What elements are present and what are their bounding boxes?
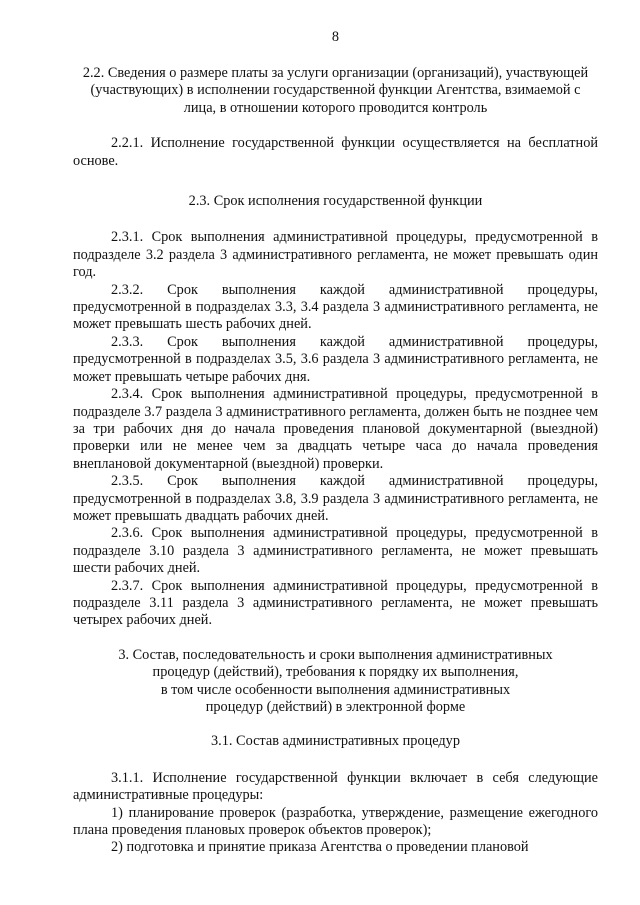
paragraph-2-3-2: 2.3.2. Срок выполнения каждой административной процедуры, предусмотренной в подразделах 3.3, 3.4 раздела 3 административного регламента, не может превышать шесть рабочих дней. bbox=[73, 281, 598, 333]
section-heading-3-line: процедур (действий), требования к порядку их выполнения, bbox=[152, 664, 519, 681]
section-heading-3-line: процедур (действий) в электронной форме bbox=[205, 699, 466, 715]
paragraph-2-3-4: 2.3.4. Срок выполнения административной процедуры, предусмотренной в подразделе 3.7 раздела 3 административного регламента, должен быть не позднее чем за три рабочих дня до начала проведения плановой документарной (выездной) проверки или не менее чем за двадцать четыре часа до начала проведения внеплановой документарной (выездной) проверки. bbox=[73, 386, 598, 472]
paragraph-3-1-1: 3.1.1. Исполнение государственной функции включает в себя следующие административные процедуры: bbox=[73, 769, 598, 804]
section-heading-2-2: 2.2. Сведения о размере платы за услуги организации (организаций), участвующей (участвующих) в исполнении государственной функции Агентства, взимаемой с лица, в отношении которого проводится контроль bbox=[82, 65, 589, 116]
paragraph-2-2-1: 2.2.1. Исполнение государственной функции осуществляется на бесплатной основе. bbox=[73, 135, 598, 169]
section-heading-3-line: 3. Состав, последовательность и сроки выполнения административных bbox=[118, 646, 553, 663]
paragraph-2-3-7: 2.3.7. Срок выполнения административной процедуры, предусмотренной в подразделе 3.11 раздела 3 административного регламента, не может превышать четырех рабочих дней. bbox=[73, 577, 598, 629]
section-heading-3 bbox=[73, 647, 598, 717]
list-item-2: 2) подготовка и принятие приказа Агентства о проведении плановой bbox=[111, 839, 529, 856]
paragraph-2-3-3: 2.3.3. Срок выполнения каждой административной процедуры, предусмотренной в подразделах 3.5, 3.6 раздела 3 административного регламента, не может превышать четыре рабочих дня. bbox=[73, 333, 598, 385]
section-heading-2-3: 2.3. Срок исполнения государственной функции bbox=[188, 193, 483, 210]
paragraph-2-3-1: 2.3.1. Срок выполнения административной процедуры, предусмотренной в подразделе 3.2 раздела 3 административного регламента, не может превышать один год. bbox=[73, 229, 598, 281]
section-heading-3-line: в том числе особенности выполнения административных bbox=[160, 681, 511, 698]
list-item-1: 1) планирование проверок (разработка, утверждение, размещение ежегодного плана проведения плановых проверок объектов проверок); bbox=[73, 804, 598, 839]
page-number: 8 bbox=[331, 29, 340, 45]
paragraph-2-3-6: 2.3.6. Срок выполнения административной процедуры, предусмотренной в подразделе 3.10 раздела 3 административного регламента, не может превышать шести рабочих дней. bbox=[73, 525, 598, 577]
section-heading-3-1: 3.1. Состав административных процедур bbox=[211, 733, 460, 750]
paragraph-2-3-5: 2.3.5. Срок выполнения каждой административной процедуры, предусмотренной в подразделах 3.8, 3.9 раздела 3 административного регламента, не может превышать двадцать рабочих дней. bbox=[73, 473, 598, 524]
